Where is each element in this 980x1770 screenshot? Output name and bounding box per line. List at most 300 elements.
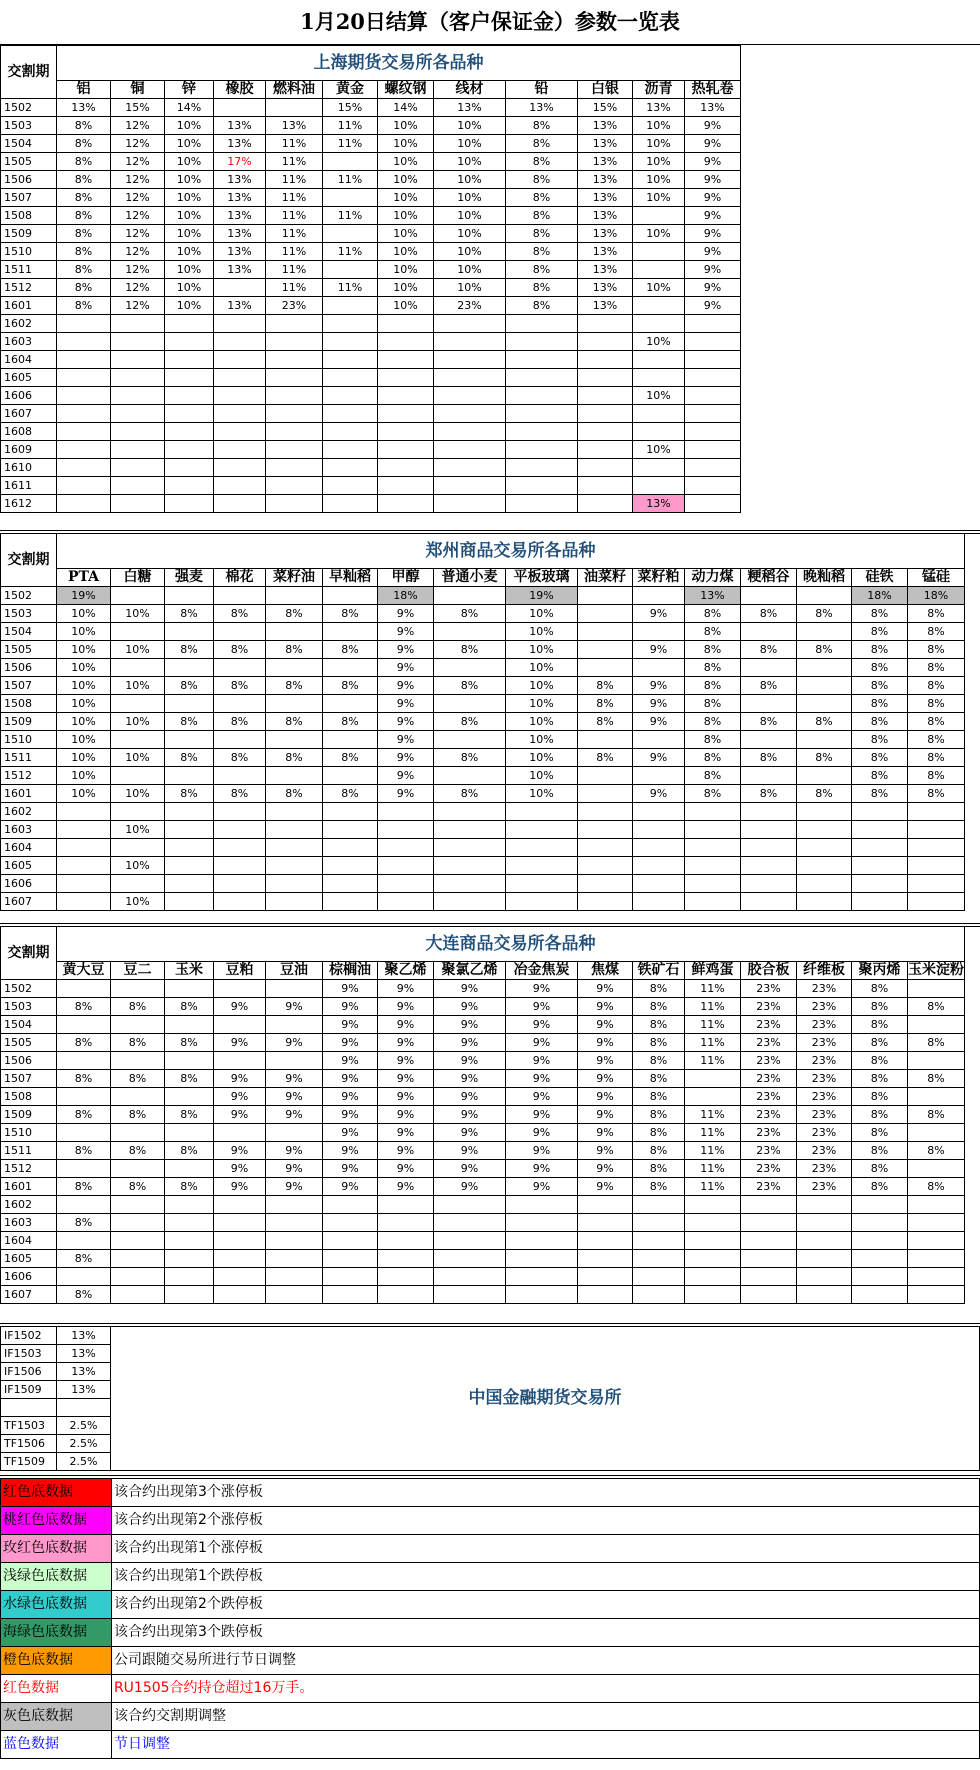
margin-cell [111, 333, 165, 351]
legend-description: 该合约出现第2个涨停板 [111, 1507, 979, 1535]
margin-cell: 8% [266, 785, 323, 803]
margin-cell [214, 495, 266, 513]
margin-cell [378, 1286, 434, 1304]
delivery-period: 1502 [1, 99, 57, 117]
exchange-name: 上海期货交易所各品种 [57, 46, 741, 81]
margin-cell [214, 315, 266, 333]
table-row [1, 1232, 965, 1250]
margin-cell: 8% [506, 153, 578, 171]
margin-cell: 8% [111, 1178, 165, 1196]
margin-cell [266, 1232, 323, 1250]
margin-cell [852, 1232, 908, 1250]
table-row [1, 659, 965, 677]
margin-cell [214, 1196, 266, 1214]
margin-cell: 23% [741, 1142, 797, 1160]
margin-cell: 10% [633, 333, 685, 351]
table-row [1, 1268, 965, 1286]
margin-cell: 9% [633, 785, 685, 803]
margin-cell [506, 857, 578, 875]
margin-cell [165, 495, 214, 513]
margin-cell: 10% [111, 677, 165, 695]
delivery-period: 1601 [1, 297, 57, 315]
delivery-period: 1601 [1, 1178, 57, 1196]
margin-cell: 8% [741, 713, 797, 731]
shfe-table [0, 45, 741, 513]
margin-cell [111, 459, 165, 477]
exchange-name: 中国金融期货交易所 [110, 1327, 979, 1471]
margin-cell: 13% [633, 99, 685, 117]
margin-cell: 10% [111, 857, 165, 875]
margin-cell [57, 1232, 111, 1250]
margin-cell: 8% [852, 998, 908, 1016]
margin-cell: 9% [506, 1070, 578, 1088]
margin-cell: 10% [378, 153, 434, 171]
legend-swatch: 灰色底数据 [1, 1703, 112, 1731]
margin-cell [908, 821, 965, 839]
margin-cell [266, 387, 323, 405]
margin-cell [378, 839, 434, 857]
margin-cell [506, 1214, 578, 1232]
margin-cell [323, 153, 378, 171]
margin-cell [214, 839, 266, 857]
margin-cell [266, 803, 323, 821]
margin-cell [323, 803, 378, 821]
delivery-period: 1606 [1, 387, 57, 405]
margin-cell [57, 1268, 111, 1286]
margin-cell [685, 875, 741, 893]
margin-cell: 8% [506, 279, 578, 297]
legend-row [1, 1647, 980, 1675]
margin-cell [111, 623, 165, 641]
margin-cell: 8% [111, 1142, 165, 1160]
table-row [1, 980, 965, 998]
margin-cell: 10% [57, 605, 111, 623]
margin-cell: 8% [165, 1142, 214, 1160]
margin-cell [111, 495, 165, 513]
table-row [1, 153, 741, 171]
margin-cell: 8% [908, 1034, 965, 1052]
delivery-period: 1503 [1, 998, 57, 1016]
table-row [1, 477, 741, 495]
margin-cell [323, 495, 378, 513]
margin-cell: 9% [506, 1034, 578, 1052]
margin-cell: 18% [378, 587, 434, 605]
margin-cell: 11% [323, 117, 378, 135]
margin-cell: 8% [214, 785, 266, 803]
margin-cell: 10% [633, 189, 685, 207]
margin-cell: 10% [378, 117, 434, 135]
legend-row [1, 1619, 980, 1647]
margin-cell: 8% [908, 767, 965, 785]
margin-cell: 9% [214, 1142, 266, 1160]
product-header: 玉米 [165, 962, 214, 980]
margin-cell: 9% [378, 998, 434, 1016]
margin-cell [633, 767, 685, 785]
table-row [1, 587, 965, 605]
margin-cell: 9% [323, 1160, 378, 1178]
margin-cell [57, 821, 111, 839]
margin-cell [214, 99, 266, 117]
margin-cell [57, 893, 111, 911]
margin-cell [434, 857, 506, 875]
delivery-period: 1607 [1, 405, 57, 423]
margin-cell: 9% [323, 1070, 378, 1088]
margin-cell: 8% [797, 641, 852, 659]
margin-cell [434, 315, 506, 333]
margin-cell [633, 1214, 685, 1232]
margin-cell [852, 1250, 908, 1268]
margin-cell: 9% [266, 1070, 323, 1088]
margin-cell [633, 731, 685, 749]
margin-cell: 8% [506, 171, 578, 189]
table-row [1, 839, 965, 857]
margin-cell [633, 315, 685, 333]
margin-cell [165, 623, 214, 641]
margin-cell [266, 857, 323, 875]
margin-cell [323, 893, 378, 911]
margin-cell: 9% [506, 1160, 578, 1178]
margin-cell [57, 423, 111, 441]
table-row [1, 135, 741, 153]
margin-cell: 10% [506, 731, 578, 749]
margin-cell: 11% [685, 1106, 741, 1124]
margin-cell [111, 875, 165, 893]
margin-cell [214, 875, 266, 893]
margin-cell [111, 351, 165, 369]
margin-cell [165, 441, 214, 459]
margin-cell [578, 1214, 633, 1232]
margin-cell: 8% [852, 1178, 908, 1196]
margin-cell [741, 1250, 797, 1268]
margin-cell: 8% [685, 785, 741, 803]
margin-cell [378, 1214, 434, 1232]
margin-cell: 8% [741, 785, 797, 803]
margin-cell: 10% [506, 695, 578, 713]
margin-cell: 10% [378, 135, 434, 153]
margin-cell: 23% [741, 980, 797, 998]
margin-cell: 23% [797, 998, 852, 1016]
margin-cell [797, 1268, 852, 1286]
period-header: 交割期 [1, 534, 57, 587]
margin-cell: 10% [111, 713, 165, 731]
margin-cell: 8% [506, 243, 578, 261]
margin-cell [434, 369, 506, 387]
table-row [1, 641, 965, 659]
exchange-name: 郑州商品交易所各品种 [57, 534, 965, 569]
margin-cell: 9% [685, 243, 741, 261]
table-row [1, 821, 965, 839]
delivery-period: 1503 [1, 605, 57, 623]
margin-cell: 8% [57, 1250, 111, 1268]
margin-cell [266, 495, 323, 513]
margin-cell: 9% [266, 1142, 323, 1160]
margin-cell [506, 1268, 578, 1286]
margin-cell [378, 857, 434, 875]
margin-cell [111, 1268, 165, 1286]
margin-cell: 8% [165, 998, 214, 1016]
margin-cell: 9% [378, 623, 434, 641]
margin-cell [323, 333, 378, 351]
margin-cell [506, 1196, 578, 1214]
margin-cell [323, 477, 378, 495]
margin-cell: 8% [434, 641, 506, 659]
margin-cell [633, 477, 685, 495]
margin-cell [434, 821, 506, 839]
margin-cell [57, 1124, 111, 1142]
margin-cell [266, 839, 323, 857]
margin-cell [111, 477, 165, 495]
margin-cell [165, 387, 214, 405]
margin-cell [214, 731, 266, 749]
margin-cell [434, 803, 506, 821]
margin-cell: 10% [633, 279, 685, 297]
margin-cell: 11% [685, 1160, 741, 1178]
margin-cell: 13% [214, 171, 266, 189]
margin-cell: 8% [908, 659, 965, 677]
margin-cell [578, 785, 633, 803]
margin-cell: 8% [506, 207, 578, 225]
margin-cell: 9% [434, 1034, 506, 1052]
margin-cell: 23% [434, 297, 506, 315]
margin-cell [57, 1160, 111, 1178]
margin-cell: 8% [908, 605, 965, 623]
margin-cell [214, 803, 266, 821]
margin-cell: 10% [57, 677, 111, 695]
margin-cell [797, 839, 852, 857]
margin-cell: 8% [741, 641, 797, 659]
margin-cell [266, 477, 323, 495]
margin-cell: 8% [214, 641, 266, 659]
margin-cell [852, 1196, 908, 1214]
margin-cell: 8% [214, 749, 266, 767]
margin-cell [685, 1286, 741, 1304]
margin-cell [633, 261, 685, 279]
margin-cell: 9% [434, 1070, 506, 1088]
product-header: 豆二 [111, 962, 165, 980]
margin-cell [633, 839, 685, 857]
margin-cell [741, 893, 797, 911]
margin-cell: 23% [797, 1052, 852, 1070]
margin-cell [578, 315, 633, 333]
delivery-period: 1509 [1, 713, 57, 731]
margin-cell [111, 767, 165, 785]
margin-cell: 12% [111, 135, 165, 153]
legend-swatch: 海绿色底数据 [1, 1619, 112, 1647]
margin-cell: 10% [57, 695, 111, 713]
margin-cell: 9% [434, 1142, 506, 1160]
margin-cell: 9% [578, 1052, 633, 1070]
margin-cell: 10% [434, 135, 506, 153]
margin-cell: 12% [111, 261, 165, 279]
delivery-period: 1612 [1, 495, 57, 513]
margin-cell: 9% [434, 998, 506, 1016]
delivery-period: 1505 [1, 1034, 57, 1052]
margin-cell [852, 1286, 908, 1304]
margin-cell [214, 333, 266, 351]
margin-cell [578, 1196, 633, 1214]
margin-cell [506, 1232, 578, 1250]
margin-cell [266, 659, 323, 677]
margin-cell: 13% [578, 171, 633, 189]
margin-cell: 8% [908, 1070, 965, 1088]
margin-cell [323, 405, 378, 423]
margin-cell [111, 315, 165, 333]
margin-cell [214, 1250, 266, 1268]
margin-cell [434, 1214, 506, 1232]
margin-cell [797, 893, 852, 911]
margin-cell [111, 839, 165, 857]
margin-cell [378, 441, 434, 459]
table-row [1, 405, 741, 423]
margin-cell: 13% [56, 1381, 110, 1399]
product-header: 燃料油 [266, 81, 323, 99]
margin-cell: 10% [165, 225, 214, 243]
margin-cell: 9% [685, 171, 741, 189]
margin-cell: 13% [578, 225, 633, 243]
margin-cell: 13% [578, 297, 633, 315]
margin-cell [633, 351, 685, 369]
margin-cell [266, 1124, 323, 1142]
margin-cell: 8% [165, 641, 214, 659]
margin-cell [434, 623, 506, 641]
legend-row [1, 1591, 980, 1619]
margin-cell: 9% [578, 1160, 633, 1178]
margin-cell [111, 731, 165, 749]
margin-cell: 8% [908, 677, 965, 695]
margin-cell [578, 893, 633, 911]
product-header: 聚氯乙烯 [434, 962, 506, 980]
table-row [1, 1070, 965, 1088]
margin-cell: 9% [323, 1178, 378, 1196]
margin-cell [214, 893, 266, 911]
margin-cell: 10% [434, 243, 506, 261]
margin-cell: 23% [741, 1178, 797, 1196]
margin-cell [165, 1124, 214, 1142]
margin-cell [111, 1124, 165, 1142]
product-header: 焦煤 [578, 962, 633, 980]
margin-cell: 8% [578, 713, 633, 731]
delivery-period: 1608 [1, 423, 57, 441]
contract-code: IF1509 [1, 1381, 57, 1399]
margin-cell: 10% [57, 731, 111, 749]
margin-cell: 9% [578, 1106, 633, 1124]
margin-cell [165, 1016, 214, 1034]
margin-cell [214, 459, 266, 477]
margin-cell [633, 803, 685, 821]
margin-cell: 12% [111, 207, 165, 225]
margin-cell [165, 980, 214, 998]
margin-cell [214, 1124, 266, 1142]
margin-cell [685, 1268, 741, 1286]
margin-cell: 13% [214, 207, 266, 225]
margin-cell [165, 1286, 214, 1304]
margin-cell [685, 893, 741, 911]
margin-cell: 9% [266, 1034, 323, 1052]
delivery-period: 1507 [1, 677, 57, 695]
margin-cell: 12% [111, 279, 165, 297]
margin-cell [797, 803, 852, 821]
legend-swatch: 橙色底数据 [1, 1647, 112, 1675]
table-row [1, 1016, 965, 1034]
margin-cell [434, 423, 506, 441]
margin-cell [908, 980, 965, 998]
margin-cell: 8% [165, 605, 214, 623]
margin-cell: 9% [378, 713, 434, 731]
table-row [1, 1034, 965, 1052]
margin-cell [741, 803, 797, 821]
margin-cell: 8% [57, 135, 111, 153]
delivery-period: 1507 [1, 1070, 57, 1088]
product-header: 橡胶 [214, 81, 266, 99]
margin-cell [578, 423, 633, 441]
delivery-period: 1509 [1, 225, 57, 243]
margin-cell [578, 441, 633, 459]
margin-cell [165, 1196, 214, 1214]
margin-cell: 23% [741, 1052, 797, 1070]
margin-cell: 10% [633, 387, 685, 405]
margin-cell: 8% [434, 677, 506, 695]
margin-cell: 13% [214, 117, 266, 135]
product-header: 黄金 [323, 81, 378, 99]
margin-cell [506, 405, 578, 423]
legend-swatch: 红色数据 [1, 1675, 112, 1703]
margin-cell [685, 387, 741, 405]
margin-cell: 19% [57, 587, 111, 605]
margin-cell [741, 1214, 797, 1232]
margin-cell [506, 1286, 578, 1304]
margin-cell [578, 767, 633, 785]
margin-cell: 10% [378, 225, 434, 243]
margin-cell: 9% [323, 1052, 378, 1070]
margin-cell: 8% [852, 605, 908, 623]
margin-cell: 10% [57, 749, 111, 767]
delivery-period: 1506 [1, 171, 57, 189]
margin-cell [741, 731, 797, 749]
product-header: 豆油 [266, 962, 323, 980]
margin-cell [434, 405, 506, 423]
legend-description: 该合约出现第1个跌停板 [111, 1563, 979, 1591]
margin-cell [214, 387, 266, 405]
margin-cell: 11% [685, 1016, 741, 1034]
margin-cell [266, 875, 323, 893]
margin-cell: 8% [852, 695, 908, 713]
margin-cell [908, 1214, 965, 1232]
margin-cell [57, 1016, 111, 1034]
margin-cell [633, 1286, 685, 1304]
margin-cell: 10% [165, 117, 214, 135]
margin-cell: 9% [323, 1106, 378, 1124]
margin-cell [578, 1250, 633, 1268]
margin-cell: 8% [685, 677, 741, 695]
margin-cell [797, 677, 852, 695]
margin-cell [214, 980, 266, 998]
margin-cell [266, 333, 323, 351]
margin-cell: 9% [378, 1124, 434, 1142]
exchange-name: 大连商品交易所各品种 [57, 927, 965, 962]
margin-cell [323, 875, 378, 893]
margin-cell: 8% [214, 605, 266, 623]
margin-cell [506, 1250, 578, 1268]
margin-cell: 11% [685, 998, 741, 1016]
delivery-period: 1604 [1, 839, 57, 857]
margin-cell [797, 875, 852, 893]
margin-cell [214, 369, 266, 387]
margin-cell [378, 821, 434, 839]
margin-cell: 9% [266, 1088, 323, 1106]
margin-cell [578, 659, 633, 677]
margin-cell [165, 423, 214, 441]
table-row [1, 1052, 965, 1070]
